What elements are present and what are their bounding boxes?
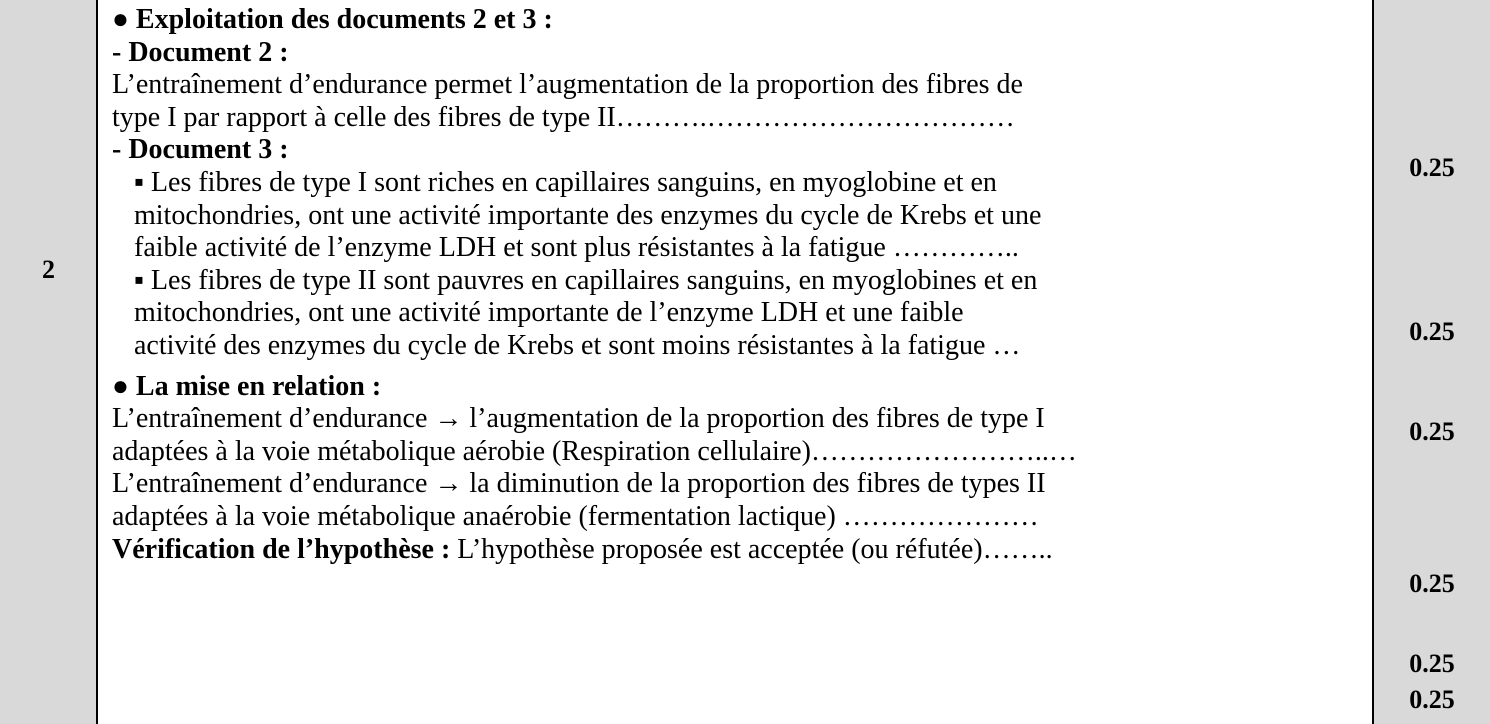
answer-content	[112, 4, 1370, 566]
relation-line: L’entraînement d’endurance → l’augmentation de la proportion des fibres de type I	[112, 403, 1045, 435]
row-number: 2	[42, 255, 55, 284]
type-2-fibres-line: activité des enzymes du cycle de Krebs et sont moins résistantes à la fatigue …	[134, 329, 1021, 361]
document-2-line: type I par rapport à celle des fibres de type II……….……………………………	[112, 101, 1015, 133]
right-divider	[1372, 0, 1374, 724]
score: 0.25	[1409, 569, 1455, 598]
score: 0.25	[1409, 685, 1455, 714]
document-3-title: - Document 3 :	[112, 134, 289, 166]
document-2-title: - Document 2 :	[112, 36, 289, 68]
verification-text: L’hypothèse proposée est acceptée (ou réfutée)……..	[450, 533, 1053, 565]
relation-line: adaptées à la voie métabolique aérobie (Respiration cellulaire)……………………..…	[112, 435, 1077, 467]
row-number-column	[0, 0, 97, 724]
score: 0.25	[1409, 317, 1455, 346]
score: 0.25	[1409, 417, 1455, 446]
relation-line: adaptées à la voie métabolique anaérobie (fermentation lactique) …………………	[112, 500, 1039, 532]
verification-label: Vérification de l’hypothèse :	[112, 533, 451, 565]
score: 0.25	[1409, 153, 1455, 182]
document-2-line: L’entraînement d’endurance permet l’augmentation de la proportion des fibres de	[112, 69, 1023, 101]
type-2-fibres-line: mitochondries, ont une activité importante de l’enzyme LDH et une faible	[134, 297, 964, 329]
type-2-fibres-line: ▪ Les fibres de type II sont pauvres en capillaires sanguins, en myoglobines et en	[134, 264, 1038, 296]
hypothesis-verification	[112, 534, 1370, 567]
type-1-fibres-line: mitochondries, ont une activité importante des enzymes du cycle de Krebs et une	[134, 199, 1042, 231]
type-1-fibres-line: ▪ Les fibres de type I sont riches en capillaires sanguins, en myoglobine et en	[134, 166, 997, 198]
exploitation-heading: ● Exploitation des documents 2 et 3 :	[112, 4, 553, 35]
type-1-fibres-line: faible activité de l’enzyme LDH et sont plus résistantes à la fatigue …………..	[134, 232, 1019, 264]
score-column	[1374, 0, 1490, 724]
score: 0.25	[1409, 649, 1455, 678]
relation-line: L’entraînement d’endurance → la diminution de la proportion des fibres de types II	[112, 468, 1046, 500]
left-divider	[96, 0, 98, 724]
relation-heading: ● La mise en relation :	[112, 370, 382, 402]
